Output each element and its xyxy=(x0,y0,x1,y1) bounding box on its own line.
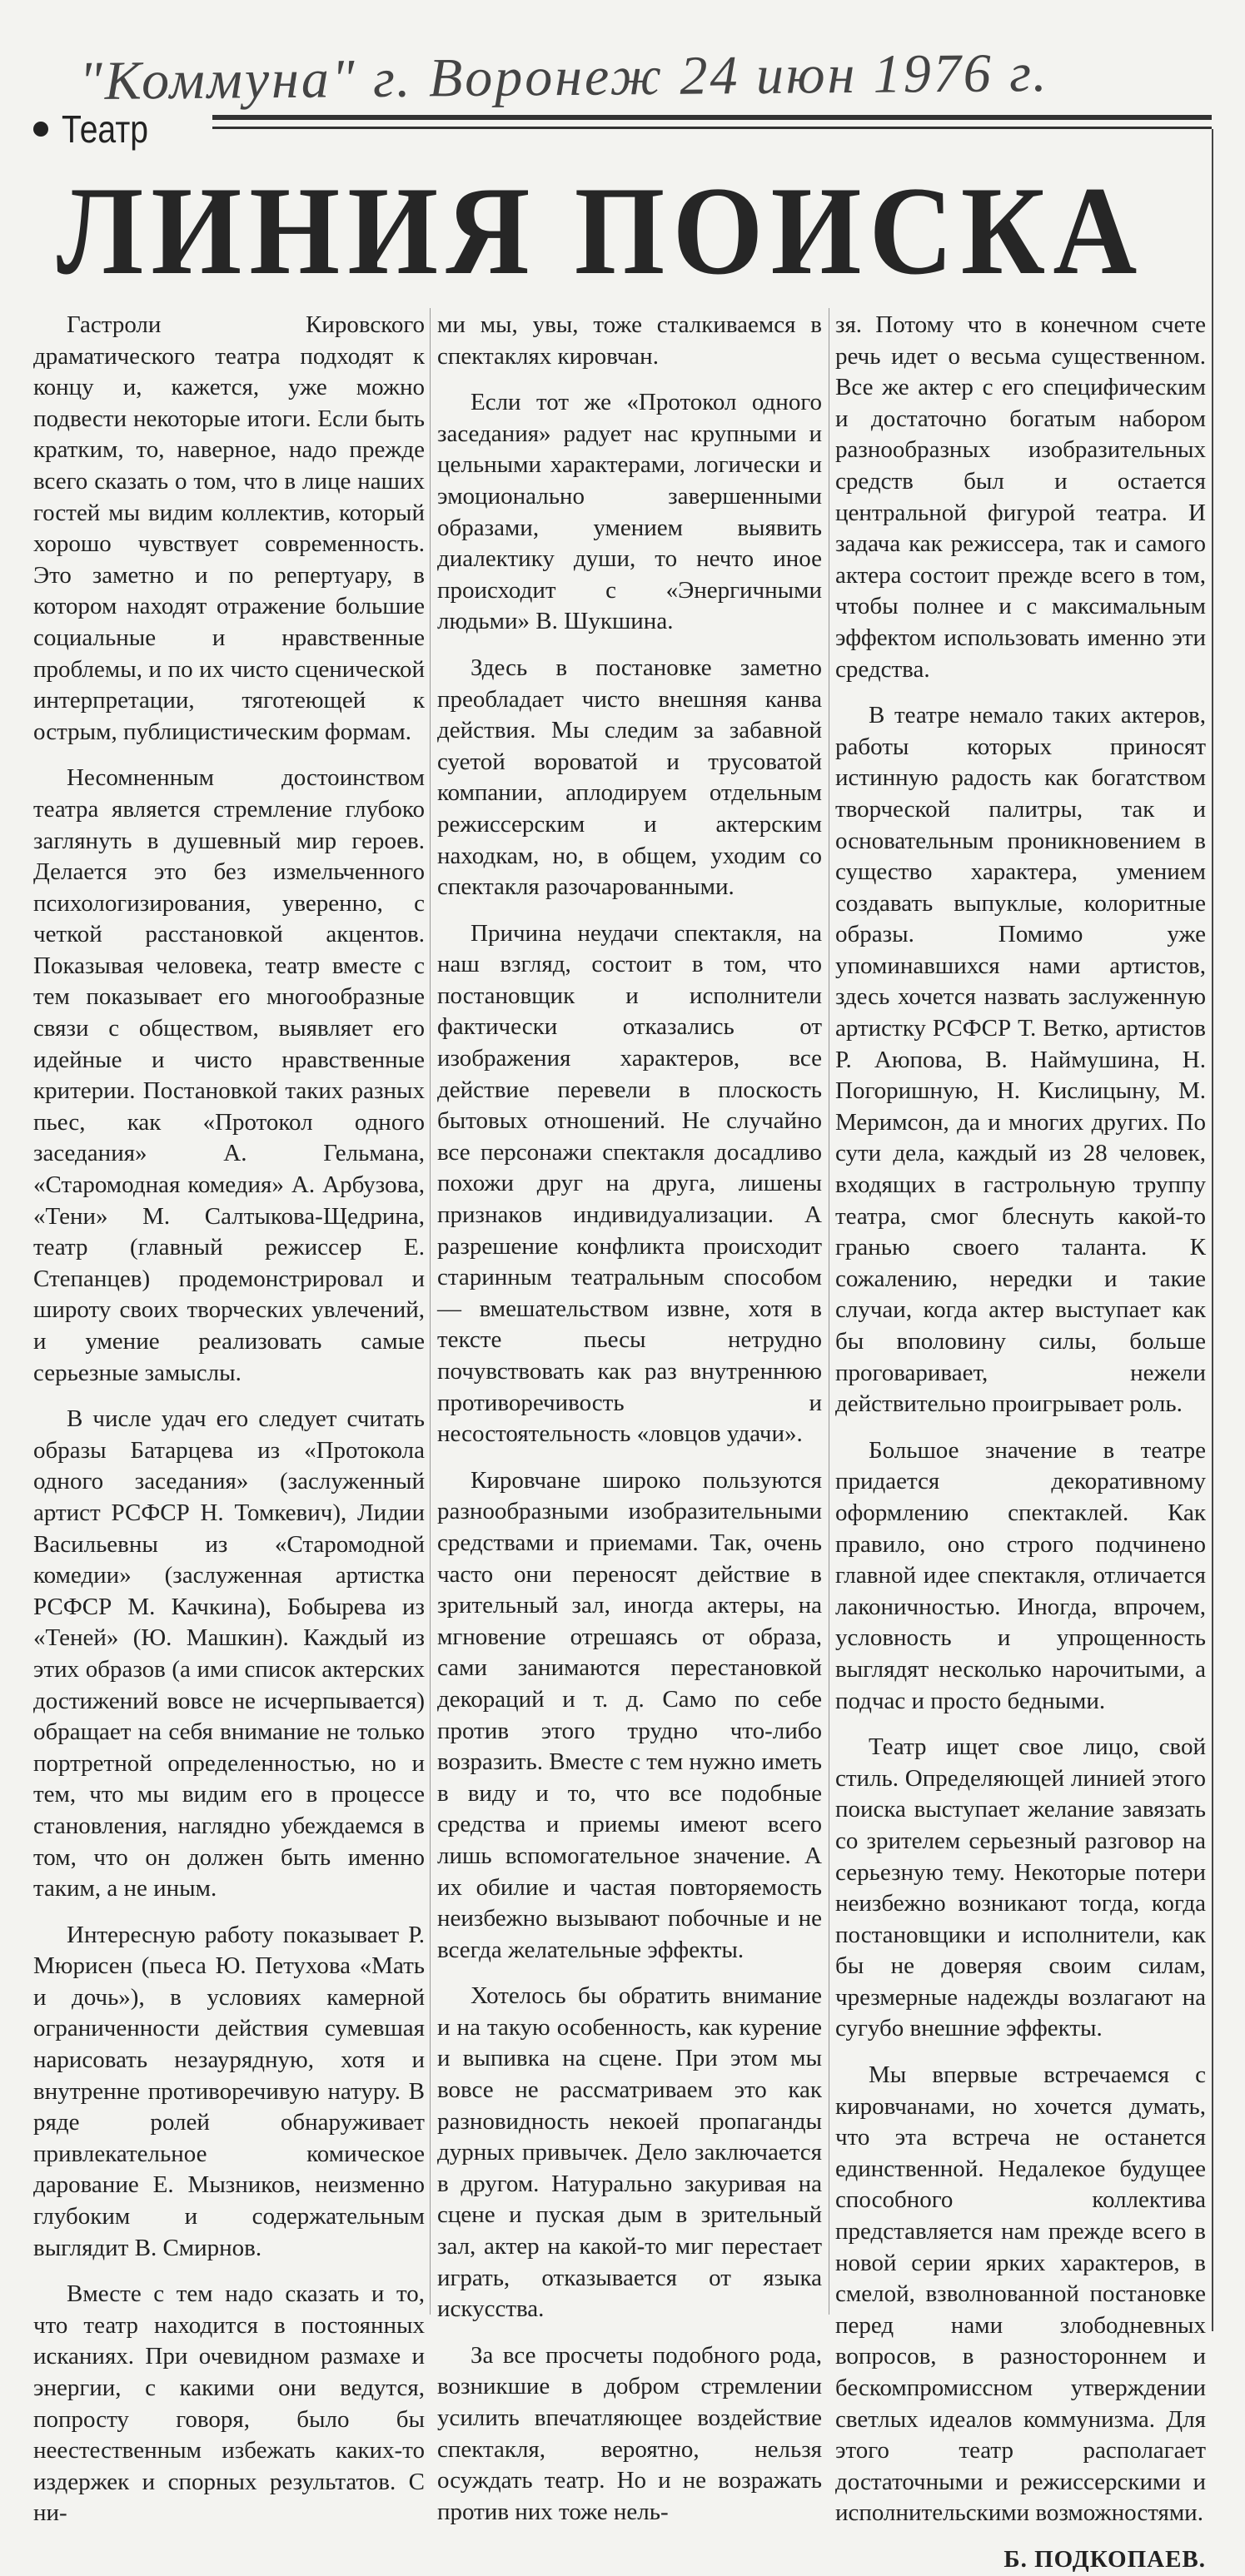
article-column-2 xyxy=(437,310,822,2543)
paragraph: Интересную работу показывает Р. Мюрисен (пьеса Ю. Петухова «Мать и дочь»), в условиях камерной ограниченности действия сумевшая нарисовать незаурядную, хотя и внутренне противоречивую натуру. В ряде ролей обнаруживает привлекательное комическое дарование Е. Мызников, неизменно глубоким и содержательным выглядит В. Смирнов. xyxy=(33,1921,425,2261)
paragraph: Хотелось бы обратить внимание и на такую особенность, как курение и выпивка на сцене. При этом мы вовсе не рассматриваем это как разновидность некоей пропаганды дурных привычек. Дело заключается в другом. Натурально закуривая на сцене и пуская дым в зрительный зал, актер на какой-то миг перестает играть, отказывается от языка искусства. xyxy=(437,1982,822,2323)
paragraph: В театре немало таких актеров, работы которых приносят истинную радость как богатством творческой палитры, так и основательным проникновением в существо характера, умением создавать выпуклые, колоритные образы. Помимо уже упоминавшихся нами артистов, здесь хочется назвать заслуженную артистку РСФСР Т. Ветко, артистов Р. Аюпова, В. Наймушина, Н. Погоришную, Н. Кислицыну, М. Меримсон, да и многих других. По сути дела, каждый из 28 человек, входящих в гастрольную труппу театра, смог блеснуть какой-то гранью своего таланта. К сожалению, нередки и такие случаи, когда актер выступает как бы вполовину силы, больше проговаривает, нежели действительно проигрывает роль. xyxy=(835,702,1206,1418)
paragraph: Театр ищет свое лицо, свой стиль. Определяющей линией этого поиска выступает желание завязать со зрителем серьезный разговор на серьезную тему. Некоторые потери неизбежно возникают тогда, когда постановщики и исполнители, как бы не доверяя своим силам, чрезмерные надежды возлагают на сугубо внешние эффекты. xyxy=(835,1733,1206,2042)
paragraph: Если тот же «Протокол одного заседания» радует нас крупными и цельными характерами, логически и эмоционально завершенными образами, умением выявить диалектику души, то нечто иное происходит с «Энергичными людьми» В. Шукшина. xyxy=(437,389,822,635)
paragraph: Кировчане широко пользуются разнообразными изобразительными средствами и приемами. Так, очень часто они переносят действие в зрительный зал, иногда актеры, на мгновение отрешаясь от образа, сами занимаются перестановкой декораций и т. д. Само по себе против этого трудно что-либо возразить. Вместе с тем нужно иметь в виду и то, что все подобные средства и приемы имеют всего лишь вспомогательное значение. А их обилие и частая повторяемость неизбежно вызывают побочные и не всегда желательные эффекты. xyxy=(437,1466,823,1963)
paragraph: Вместе с тем надо сказать и то, что театр находится в постоянных исканиях. При очевидном размахе и энергии, с какими они ведутся, попросту говоря, было бы неестественным избежать каких-то издержек и спорных результатов. С ни- xyxy=(33,2280,425,2527)
section-rubric xyxy=(33,107,163,152)
article-title: ЛИНИЯ ПОИСКА xyxy=(57,161,1145,301)
article-column-3 xyxy=(835,310,1206,2576)
article-column-1 xyxy=(33,310,425,2544)
paragraph: Причина неудачи спектакля, на наш взгляд, состоит в том, что постановщик и исполнители фактически отказались от изображения характеров, все действие перевели в плоскость бытовых отношений. Не случайно все персонажи спектакля досадливо похожи друг на друга, лишены признаков индивидуализации. А разрешение конфликта происходит старинным театральным способом — вмешательством извне, хотя в тексте пьесы нетрудно почувствовать как раз внутреннюю противоречивость и несостоятельность «ловцов удачи». xyxy=(437,919,822,1448)
paragraph: Здесь в постановке заметно преобладает чисто внешняя канва действия. Мы следим за забавной суетой вороватой и трусоватой компании, аплодируем отдельным режиссерским и актерским находкам, но, в общем, уходим со спектакля разочарованными. xyxy=(437,654,822,901)
handwritten-source-note: "Коммуна" г. Воронеж 24 июн 1976 г. xyxy=(78,42,1049,112)
header-rule xyxy=(212,115,1212,120)
paragraph: За все просчеты подобного рода, возникшие в добром стремлении усилить впечатляющее воздействие спектакля, вероятно, нельзя осуждать театр. Но и не возражать против них тоже нель- xyxy=(437,2341,822,2525)
paragraph: В числе удач его следует считать образы Батарцева из «Протокола одного заседания» (заслуженный артист РСФСР Н. Томкевич), Лидии Васильевны из «Старомодной комедии» (заслуженная артистка РСФСР М. Качкина), Бобырева из «Теней» (Ю. Машкин). Каждый из этих образов (а ими список актерских достижений вовсе не исчерпывается) обращает на себя внимание не только портретной определенностью, но и тем, что мы видим его в процессе становления, наглядно убеждаемся в том, что он должен быть именно таким, а не иным. xyxy=(33,1405,425,1902)
paragraph: Большое значение в театре придается декоративному оформлению спектаклей. Как правило, оно строго подчинено главной идее спектакля, отличается лаконичностью. Иногда, впрочем, условность и упрощенность выглядят несколько нарочитыми, а подчас и просто бедными. xyxy=(835,1436,1206,1714)
paragraph-continuation: зя. Потому что в конечном счете речь идет о весьма существенном. Все же актер с его специфическим и достаточно богатым набором разнообразных изобразительных средств был и остается центральной фигурой театра. И задача как режиссера, так и самого актера состоит прежде всего в том, чтобы полнее и с максимальным эффектом использовать именно эти средства. xyxy=(835,311,1206,683)
column-divider xyxy=(430,308,431,2315)
bullet-icon xyxy=(33,122,48,137)
header-rule-thin xyxy=(212,127,1212,129)
paragraph: Несомненным достоинством театра является стремление глубоко заглянуть в душевный мир героев. Делается это без измельченного психологизирования, уверенно, с четкой расстановкой акцентов. Показывая человека, театр вместе с тем показывает его многообразные связи с обществом, выявляет его идейные и чисто нравственные критерии. Постановкой таких разных пьес, как «Протокол одного заседания» А. Гельмана, «Старомодная комедия» А. Арбузова, «Тени» М. Салтыкова-Щедрина, театр (главный режиссер Е. Степанцев) продемонстрировал и широту своих творческих увлечений, и умение реализовать самые серьезные замыслы. xyxy=(33,764,425,1386)
paragraph: Гастроли Кировского драматического театра подходят к концу и, кажется, уже можно подвести некоторые итоги. Если быть кратким, то, наверное, надо прежде всего сказать о том, что в лице наших гостей мы видим коллектив, который хорошо чувствует современность. Это заметно и по репертуару, в котором находят отражение большие социальные и нравственные проблемы, и по их чисто сценической интерпретации, тяготеющей к острым, публицистическим формам. xyxy=(33,311,425,745)
paragraph: Мы впервые встречаемся с кировчанами, но хочется думать, что эта встреча не останется единственной. Недалекое будущее способного коллектива представляется нам прежде всего в новой серии ярких характеров, в смелой, взволнованной постановке перед нами злободневных вопросов, в разностороннем и бескомпромиссном утверждении светлых идеалов коммунизма. Для этого театр располагает достаточными и режиссерскими и исполнительскими возможностями. xyxy=(835,2061,1206,2527)
author-signature: Б. ПОДКОПАЕВ. xyxy=(1003,2545,1206,2573)
clipping-edge-line xyxy=(1212,129,1213,2331)
rubric-label: Театр xyxy=(62,107,148,151)
paragraph-continuation: ми мы, увы, тоже сталкиваемся в спектаклях кировчан. xyxy=(437,311,822,370)
